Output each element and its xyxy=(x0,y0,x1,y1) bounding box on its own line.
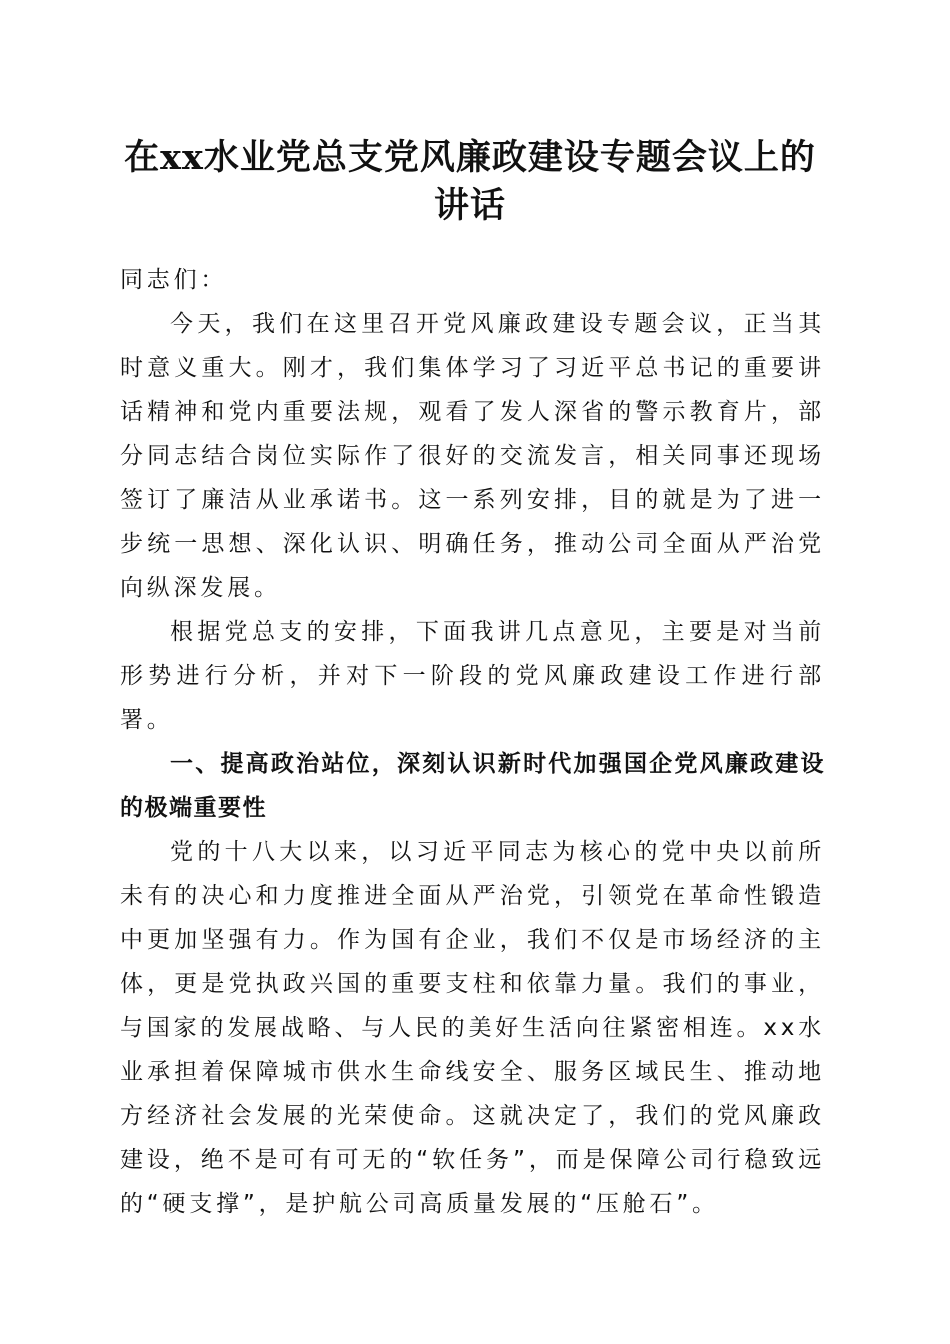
title-line-2: 讲话 xyxy=(433,185,506,226)
paragraph-opening: 今天，我们在这里召开党风廉政建设专题会议，正当其时意义重大。刚才，我们集体学习了习近平总书记的重要讲话精神和党内重要法规，观看了发人深省的警示教育片，部分同志结合岗位实际作了很好的交流发言，相关同事还现场签订了廉洁从业承诺书。这一系列安排，目的就是为了进一步统一思想、深化认识、明确任务，推动公司全面从严治党向纵深发展。 xyxy=(120,311,825,601)
document-body xyxy=(120,258,825,1226)
paragraph-section-1: 党的十八大以来，以习近平同志为核心的党中央以前所未有的决心和力度推进全面从严治党，引领党在革命性锻造中更加坚强有力。作为国有企业，我们不仅是市场经济的主体，更是党执政兴国的重要支柱和依靠力量。我们的事业，与国家的发展战略、与人民的美好生活向往紧密相连。xx水业承担着保障城市供水生命线安全、服务区域民生、推动地方经济社会发展的光荣使命。这就决定了，我们的党风廉政建设，绝不是可有可无的“软任务”，而是保障公司行稳致远的“硬支撑”，是护航公司高质量发展的“压舱石”。 xyxy=(120,839,825,1217)
document-title xyxy=(100,134,840,230)
salutation: 同志们： xyxy=(120,267,228,293)
title-line-1: 在xx水业党总支党风廉政建设专题会议上的 xyxy=(124,137,816,178)
section-heading-1: 一、提高政治站位，深刻认识新时代加强国企党风廉政建设的极端重要性 xyxy=(120,751,825,821)
paragraph-outline: 根据党总支的安排，下面我讲几点意见，主要是对当前形势进行分析，并对下一阶段的党风廉政建设工作进行部署。 xyxy=(120,619,825,733)
